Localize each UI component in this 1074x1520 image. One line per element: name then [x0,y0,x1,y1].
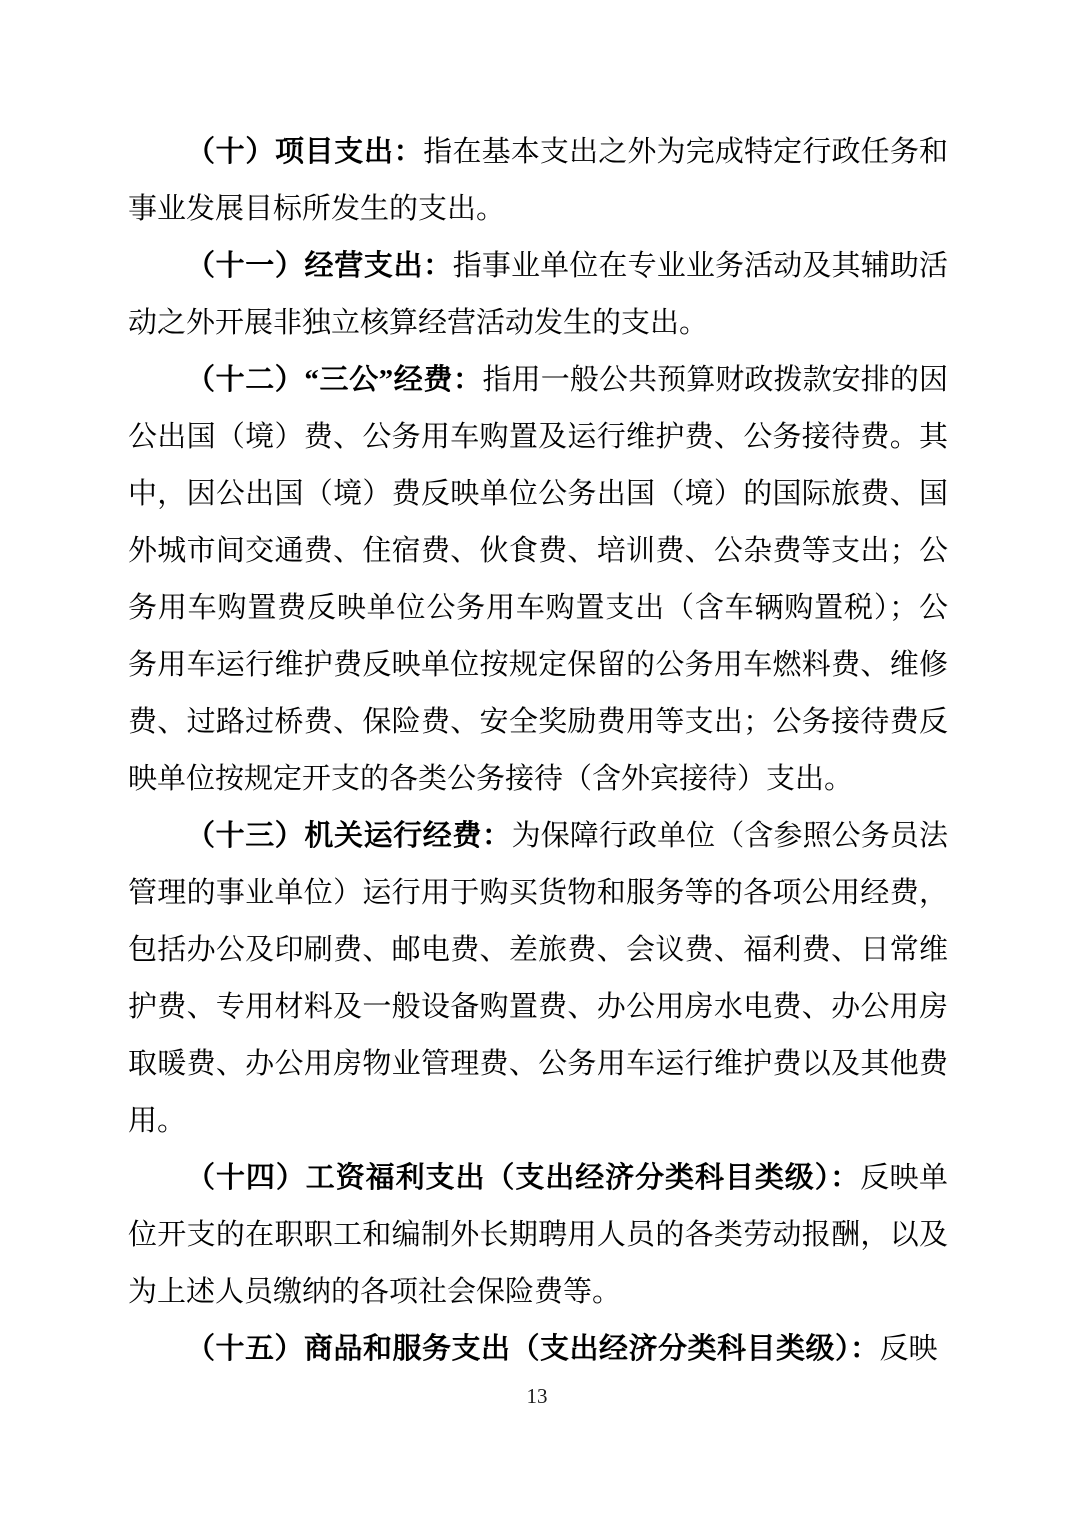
paragraph-body: 指在基本支出之外为完成特定行政任务和事业发展目标所发生的支出。 [128,136,948,225]
paragraph-body: 反映单位开支的在职职工和编制外长期聘用人员的各类劳动报酬，以及为上述人员缴纳的各项社会保险费等。 [128,1162,948,1308]
paragraph-6 [128,1321,948,1378]
paragraph-3 [128,352,948,808]
paragraph-4 [128,808,948,1150]
page-number: 13 [526,1384,548,1408]
paragraph-head: （十）项目支出： [186,136,424,168]
document-text-block [128,124,948,1378]
paragraph-2 [128,238,948,352]
paragraph-head: （十五）商品和服务支出（支出经济分类科目类级）： [186,1333,880,1365]
paragraph-body: 为保障行政单位（含参照公务员法管理的事业单位）运行用于购买货物和服务等的各项公用经费，包括办公及印刷费、邮电费、差旅费、会议费、福利费、日常维护费、专用材料及一般设备购置费、办公用房水电费、办公用房取暖费、办公用房物业管理费、公务用车运行维护费以及其他费用。 [128,820,948,1137]
paragraph-body: 指事业单位在专业业务活动及其辅助活动之外开展非独立核算经营活动发生的支出。 [128,250,948,339]
paragraph-1 [128,124,948,238]
paragraph-head: （十二）“三公”经费： [186,364,483,396]
paragraph-body: 指用一般公共预算财政拨款安排的因公出国（境）费、公务用车购置及运行维护费、公务接待费。其中，因公出国（境）费反映单位公务出国（境）的国际旅费、国外城市间交通费、住宿费、伙食费、培训费、公杂费等支出；公务用车购置费反映单位公务用车购置支出（含车辆购置税）；公务用车运行维护费反映单位按规定保留的公务用车燃料费、维修费、过路过桥费、保险费、安全奖励费用等支出；公务接待费反映单位按规定开支的各类公务接待（含外宾接待）支出。 [128,364,948,795]
paragraph-head: （十四）工资福利支出（支出经济分类科目类级）： [186,1162,861,1194]
paragraph-head: （十一）经营支出： [186,250,453,282]
paragraph-head: （十三）机关运行经费： [186,820,512,852]
paragraph-body: 反映 [879,1333,938,1365]
paragraph-5 [128,1150,948,1321]
